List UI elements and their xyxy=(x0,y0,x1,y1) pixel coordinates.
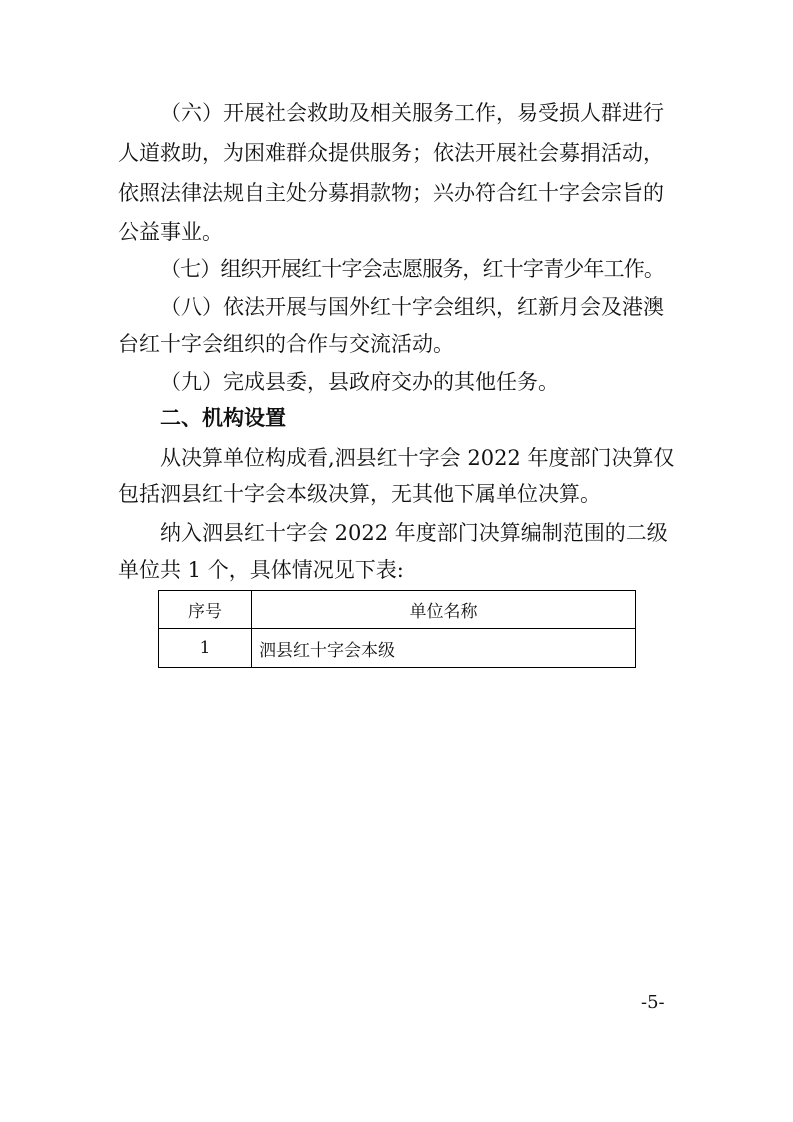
paragraph-line: 依照法律法规自主处分募捐款物；兴办符合红十字会宗旨的 xyxy=(118,181,664,205)
cell-index: 1 xyxy=(159,629,252,668)
paragraph-line: 人道救助，为困难群众提供服务；依法开展社会募捐活动， xyxy=(118,141,664,165)
column-header-unit-name: 单位名称 xyxy=(252,591,636,629)
unit-table xyxy=(158,590,636,668)
paragraph-line: 公益事业。 xyxy=(118,220,223,244)
paragraph-line: （九）完成县委，县政府交办的其他任务。 xyxy=(160,370,559,394)
paragraph-line: 单位共 1 个，具体情况见下表: xyxy=(118,558,404,582)
column-header-index: 序号 xyxy=(159,591,252,629)
paragraph-line: 纳入泗县红十字会 2022 年度部门决算编制范围的二级 xyxy=(160,521,668,545)
table-header-row xyxy=(159,591,636,629)
paragraph-line: 包括泗县红十字会本级决算，无其他下属单位决算。 xyxy=(118,482,601,506)
table-row xyxy=(159,629,636,668)
section-heading: 二、机构设置 xyxy=(160,406,286,430)
paragraph-line: 从决算单位构成看,泗县红十字会 2022 年度部门决算仅 xyxy=(160,446,675,470)
page-number: -5- xyxy=(641,992,665,1013)
paragraph-line: （六）开展社会救助及相关服务工作，易受损人群进行 xyxy=(160,101,664,125)
cell-unit-name: 泗县红十字会本级 xyxy=(252,629,636,668)
paragraph-line: （八）依法开展与国外红十字会组织，红新月会及港澳 xyxy=(160,295,664,319)
paragraph-line: （七）组织开展红十字会志愿服务，红十字青少年工作。 xyxy=(160,257,664,281)
paragraph-line: 台红十字会组织的合作与交流活动。 xyxy=(118,332,454,356)
